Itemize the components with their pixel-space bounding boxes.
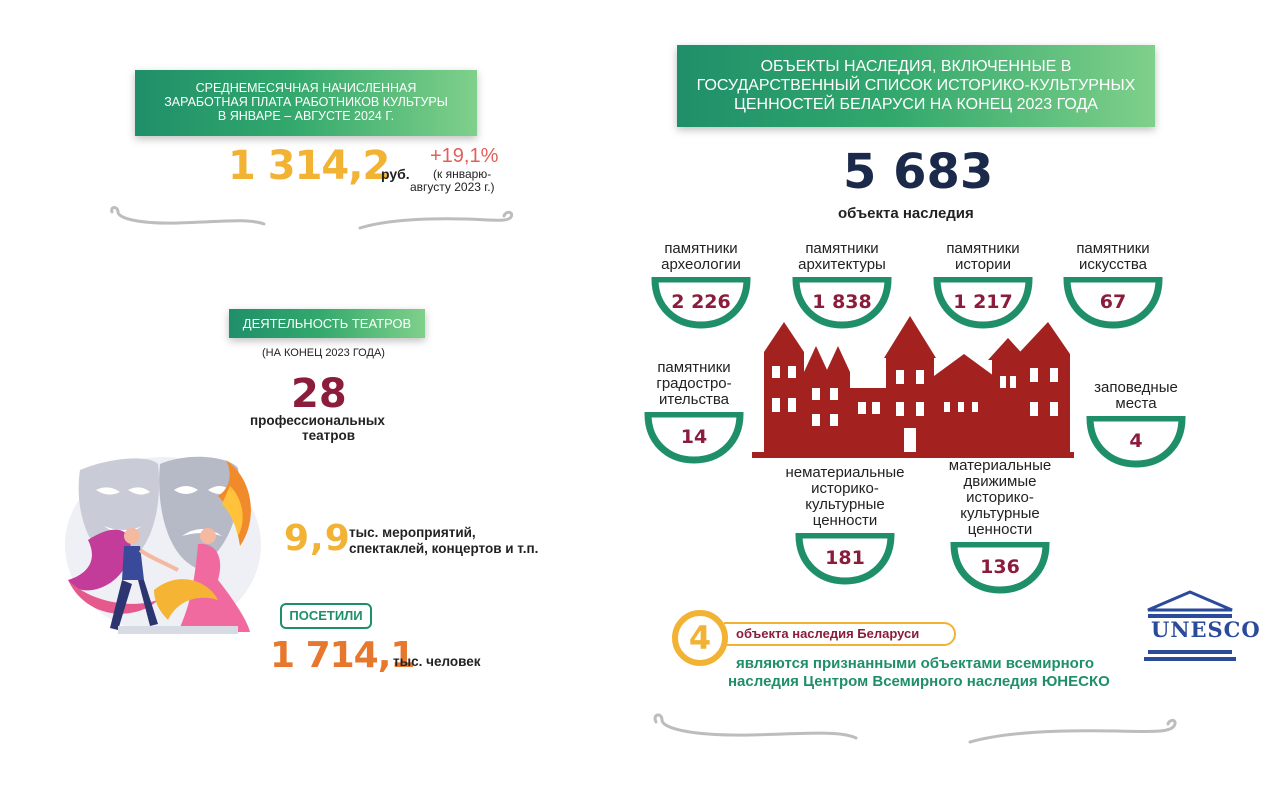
salary-value: 1 314,2 [228, 143, 390, 189]
category-urban-planning [638, 360, 750, 466]
category-art [1057, 241, 1169, 331]
category-architecture [786, 241, 898, 331]
unesco-count-circle [672, 610, 728, 666]
category-label: археологии [661, 256, 741, 273]
category-value: 1 217 [953, 291, 1013, 313]
visited-badge-text: ПОСЕТИЛИ [289, 608, 363, 623]
category-movable-values [925, 458, 1075, 596]
heritage-banner-line-3: ЦЕННОСТЕЙ БЕЛАРУСИ НА КОНЕЦ 2023 ГОДА [734, 96, 1098, 113]
category-label: ценности [967, 521, 1033, 538]
theatres-subtitle: (НА КОНЕЦ 2023 ГОДА) [262, 347, 385, 359]
visitors-value: 1 714,1 [270, 635, 415, 676]
category-archaeology [645, 241, 757, 331]
category-label: историко- [966, 489, 1034, 506]
salary-banner-line-2: ЗАРАБОТНАЯ ПЛАТА РАБОТНИКОВ КУЛЬТУРЫ [164, 95, 448, 109]
category-label: истории [954, 256, 1012, 273]
category-history [927, 241, 1039, 331]
salary-banner-line-1: СРЕДНЕМЕСЯЧНАЯ НАЧИСЛЕННАЯ [195, 81, 417, 95]
category-label: памятники [1076, 240, 1150, 257]
visitors-unit: тыс. человек [393, 654, 481, 669]
category-label: заповедные [1094, 379, 1178, 396]
category-label: ительства [658, 391, 729, 408]
category-label: архитектуры [798, 256, 886, 273]
theatres-events-value: 9,9 [284, 518, 351, 559]
heritage-total: 5 683 [843, 144, 994, 200]
category-label: ценности [812, 512, 878, 529]
category-label: памятники [805, 240, 879, 257]
category-label: памятники [946, 240, 1020, 257]
theatres-events-label-1: тыс. мероприятий, [349, 525, 476, 540]
theatres-count: 28 [291, 371, 347, 417]
category-label: нематериальные [785, 464, 905, 481]
unesco-text-2: наследия Центром Всемирного наследия ЮНЕСКО [728, 673, 1110, 690]
category-value: 2 226 [671, 291, 731, 313]
category-label: материальные [948, 457, 1052, 474]
heritage-banner-line-1: ОБЪЕКТЫ НАСЛЕДИЯ, ВКЛЮЧЕННЫЕ В [760, 58, 1072, 75]
salary-banner-line-3: В ЯНВАРЕ – АВГУСТЕ 2024 Г. [217, 109, 395, 123]
salary-change-note-2: августу 2023 г.) [410, 180, 495, 194]
theatres-banner-text: ДЕЯТЕЛЬНОСТЬ ТЕАТРОВ [242, 316, 412, 331]
unesco-logo-text: UNESCO [1151, 617, 1261, 642]
unesco-count: 4 [688, 619, 712, 657]
salary-change: +19,1% [430, 145, 499, 167]
category-label: движимые [963, 473, 1037, 490]
category-value: 14 [680, 426, 708, 448]
category-reserved-places [1080, 380, 1192, 470]
unesco-text-1: являются признанными объектами всемирного [736, 655, 1095, 672]
visited-badge [280, 603, 372, 629]
unesco-badge [724, 622, 956, 646]
unesco-badge-text: объекта наследия Беларуси [736, 626, 920, 641]
category-label: памятники [657, 359, 731, 376]
category-intangible-values [770, 465, 920, 587]
category-label: места [1115, 395, 1157, 412]
salary-change-note-1: (к январю- [433, 167, 492, 181]
salary-banner [135, 70, 477, 136]
theatre-masks-illustration [58, 450, 268, 640]
theatres-events-label-2: спектаклей, концертов и т.п. [349, 541, 539, 556]
category-value: 136 [980, 556, 1020, 578]
category-label: историко- [811, 480, 879, 497]
heritage-banner [677, 45, 1155, 127]
theatres-banner [229, 309, 425, 338]
category-label: культурные [805, 496, 885, 513]
swirl-divider-right-2 [966, 716, 1180, 746]
category-value: 67 [1099, 291, 1127, 313]
heritage-total-label: объекта наследия [838, 205, 974, 222]
category-label: памятники [664, 240, 738, 257]
swirl-divider-left-1 [108, 204, 268, 230]
heritage-banner-line-2: ГОСУДАРСТВЕННЫЙ СПИСОК ИСТОРИКО-КУЛЬТУРНЫХ [696, 77, 1136, 94]
category-value: 1 838 [812, 291, 872, 313]
theatres-count-label-1: профессиональных [250, 413, 385, 428]
swirl-divider-right-1 [650, 712, 860, 742]
category-value: 4 [1129, 430, 1143, 452]
theatres-count-label-2: театров [302, 428, 356, 443]
category-value: 181 [825, 547, 865, 569]
category-label: градостро- [656, 375, 732, 392]
swirl-divider-left-2 [356, 208, 516, 234]
category-label: искусства [1079, 256, 1147, 273]
salary-unit: руб. [381, 166, 410, 182]
category-label: культурные [960, 505, 1040, 522]
